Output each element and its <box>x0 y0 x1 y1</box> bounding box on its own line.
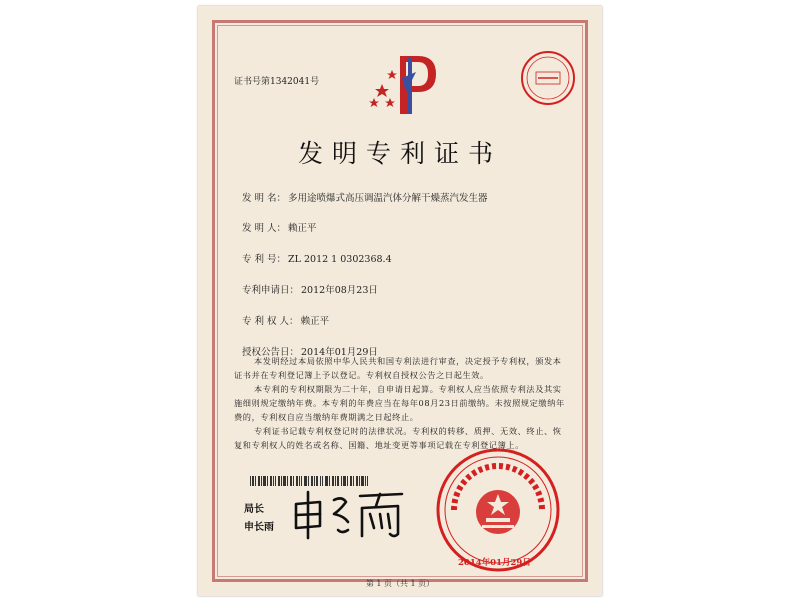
patentee-row <box>242 313 329 327</box>
signatory-name: 申长雨 <box>244 522 274 533</box>
certificate-number: 证书号第1342041号 <box>234 77 320 87</box>
barcode-icon <box>250 476 368 486</box>
page-number: 第 1 页（共 1 页） <box>365 579 435 588</box>
invention-name: 多用途喷爆式高压调温汽体分解干燥蒸汽发生器 <box>288 193 488 204</box>
field-label: 专 利 权 人： <box>242 316 299 327</box>
seal-date: 2014年01月29日 <box>458 558 531 568</box>
field-label: 专利申请日： <box>242 285 300 296</box>
stamp-icon <box>520 50 576 106</box>
body-paragraph: 专利证书记载专利权登记时的法律状况。专利权的转移、质押、无效、终止、恢复和专利权人的姓名或名称、国籍、地址变更等事项记载在专利登记簿上。 <box>234 426 562 450</box>
patent-number-row <box>242 251 392 265</box>
signature-icon <box>290 486 408 542</box>
grant-date: 2014年01月29日 <box>301 347 378 358</box>
signatory-title: 局长 <box>244 504 264 515</box>
invention-name-row <box>242 190 488 204</box>
certificate-body <box>234 354 568 452</box>
patentee-name: 赖正平 <box>300 316 330 327</box>
patent-office-emblem-icon <box>366 48 442 120</box>
application-date-row <box>242 282 378 296</box>
field-label: 发 明 人： <box>242 223 287 234</box>
field-label: 发 明 名： <box>242 193 287 204</box>
body-paragraph: 本发明经过本局依照中华人民共和国专利法进行审查，决定授予专利权，颁发本证书并在专利登记簿上予以登记。专利权自授权公告之日起生效。 <box>234 356 562 380</box>
patent-number: ZL 2012 1 0302368.4 <box>288 254 392 265</box>
document-title: 发明专利证书 <box>297 139 502 168</box>
patent-certificate <box>198 6 602 596</box>
body-paragraph: 本专利的专利权期限为二十年，自申请日起算。专利权人应当依照专利法及其实施细则规定缴纳年费。本专利的年费应当在每年08月23日前缴纳。未按照规定缴纳年费的，专利权自应当缴纳年费期满之日起终止。 <box>234 384 565 422</box>
field-label: 专 利 号： <box>242 254 287 265</box>
application-date: 2012年08月23日 <box>301 285 378 296</box>
field-label: 授权公告日： <box>242 347 300 358</box>
national-seal-icon <box>434 446 562 574</box>
inventor-name: 赖正平 <box>288 223 317 234</box>
inventor-row <box>242 220 317 234</box>
